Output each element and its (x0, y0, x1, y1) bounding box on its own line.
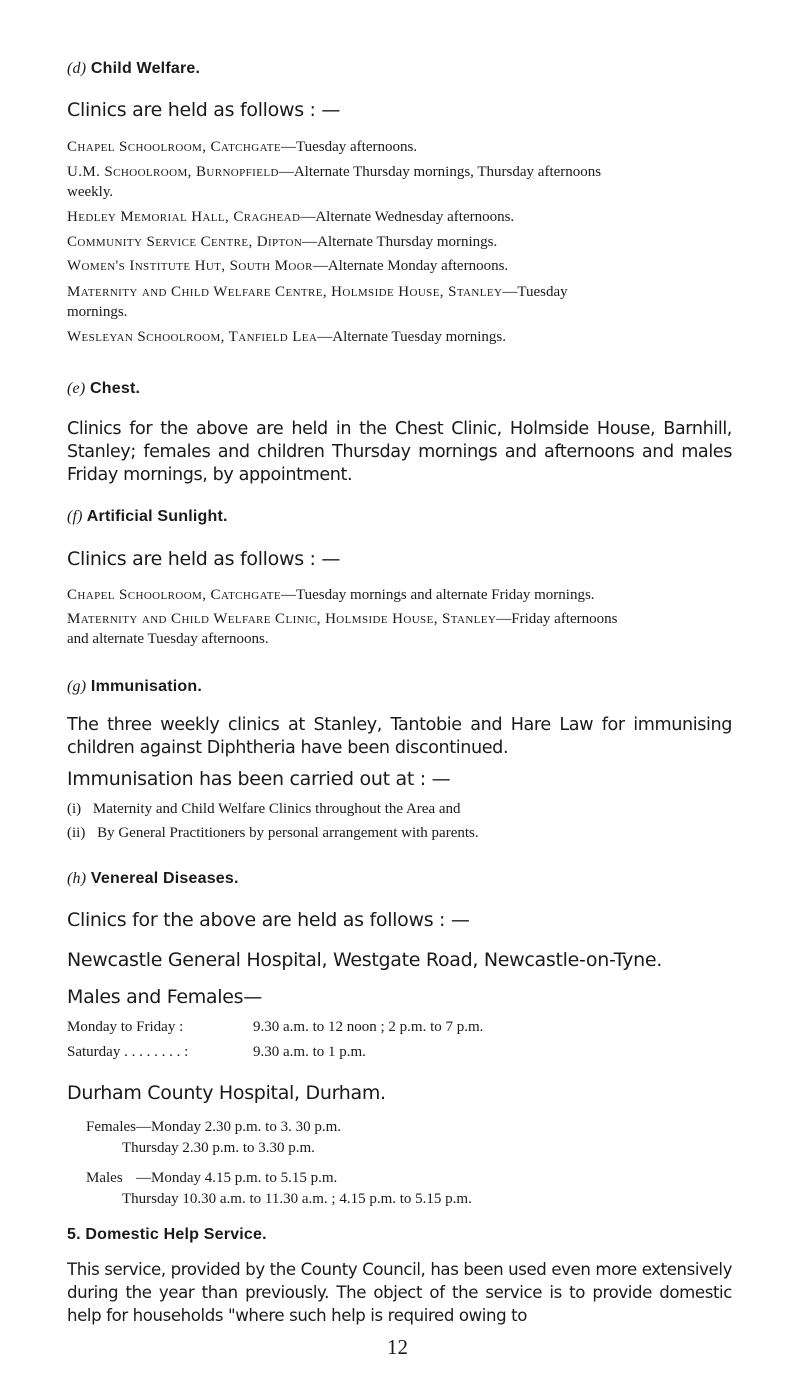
immunisation-paragraph: The three weekly clinics at Stanley, Tantobie and Hare Law for immunising children against Diphtheria have been discontinued. (67, 715, 732, 758)
hours-row (86, 1119, 341, 1136)
item-number: (i) (67, 801, 82, 817)
section-heading-chest (67, 380, 140, 398)
section-title: Child Welfare. (90, 60, 201, 77)
clinic-line (67, 329, 506, 346)
section-heading-sunlight (67, 508, 228, 526)
males-females-label: Males and Females— (67, 986, 262, 1008)
clinic-time: —Friday afternoons (496, 611, 618, 627)
clinic-time: —Tuesday mornings and alternate Friday mornings. (280, 587, 595, 603)
hours-time: 9.30 a.m. to 12 noon ; 2 p.m. to 7 p.m. (253, 1019, 484, 1035)
item-text: Maternity and Child Welfare Clinics throughout the Area and (92, 801, 461, 817)
section-title: Domestic Help Service. (85, 1226, 267, 1243)
clinic-line (67, 139, 417, 156)
hours-row (86, 1170, 337, 1187)
clinic-line (67, 611, 617, 628)
clinic-place: Wesleyan Schoolroom, Tanfield Lea (67, 329, 318, 345)
section-heading-domestic-help (67, 1226, 267, 1244)
item-text: By General Practitioners by personal arrangement with parents. (97, 825, 479, 841)
clinic-line-cont: and alternate Tuesday afternoons. (67, 631, 269, 647)
clinic-place: Chapel Schoolroom, Catchgate (67, 587, 281, 603)
hospital-name: Durham County Hospital, Durham. (67, 1082, 386, 1104)
page-number: 12 (387, 1335, 408, 1359)
chest-paragraph: Clinics for the above are held in the Chest Clinic, Holmside House, Barnhill, Stanley; females and children Thursday mornings and afternoons and males Friday mornings, by appointment. (67, 419, 732, 485)
section-heading-child-welfare (67, 60, 200, 78)
clinic-line-cont: weekly. (67, 184, 114, 200)
clinic-place: Hedley Memorial Hall, Craghead (67, 209, 301, 225)
clinic-place: Women's Institute Hut, South Moor (67, 258, 313, 274)
section-letter: (g) (67, 678, 87, 695)
hours-label: Females (86, 1119, 136, 1135)
clinic-place: Community Service Centre, Dipton (67, 234, 303, 250)
hours-row (67, 1044, 366, 1061)
clinic-time: —Alternate Wednesday afternoons. (300, 209, 515, 225)
immunisation-item (67, 801, 461, 818)
hours-row (67, 1019, 483, 1036)
clinic-line (67, 587, 595, 604)
section-letter: (e) (67, 380, 86, 397)
section-number: 5. (67, 1226, 81, 1243)
immunisation-intro: Immunisation has been carried out at : — (67, 768, 451, 790)
section-heading-venereal (67, 870, 239, 888)
clinic-time: —Alternate Thursday mornings. (302, 234, 498, 250)
clinic-place: Maternity and Child Welfare Centre, Holmside House, Stanley (67, 284, 503, 300)
hours-time: —Monday 2.30 p.m. to 3. 30 p.m. (136, 1119, 341, 1135)
immunisation-item (67, 825, 479, 842)
clinic-time: —Alternate Thursday mornings, Thursday afternoons (278, 164, 602, 180)
domestic-help-paragraph: This service, provided by the County Council, has been used even more extensively during the year than previously. The object of the service is to provide domestic help for households "where such help is required owing to (67, 1260, 732, 1325)
venereal-intro: Clinics for the above are held as follows : — (67, 909, 470, 931)
clinic-place: Maternity and Child Welfare Clinic, Holmside House, Stanley (67, 611, 497, 627)
clinic-line (67, 164, 601, 181)
section-title: Chest. (90, 380, 141, 397)
section-title: Venereal Diseases. (90, 870, 239, 887)
clinic-line (67, 258, 508, 275)
hours-time: 9.30 a.m. to 1 p.m. (253, 1044, 366, 1060)
clinic-place: Chapel Schoolroom, Catchgate (67, 139, 281, 155)
clinic-line-cont: mornings. (67, 304, 128, 320)
section-heading-immunisation (67, 678, 202, 696)
hours-row: Thursday 10.30 a.m. to 11.30 a.m. ; 4.15 p.m. to 5.15 p.m. (122, 1191, 472, 1207)
clinic-time: —Tuesday (502, 284, 568, 300)
hours-time: —Monday 4.15 p.m. to 5.15 p.m. (136, 1170, 338, 1186)
sunlight-intro: Clinics are held as follows : — (67, 548, 341, 570)
clinic-time: —Tuesday afternoons. (280, 139, 418, 155)
clinic-place: U.M. Schoolroom, Burnopfield (67, 164, 279, 180)
clinic-line (67, 284, 568, 301)
clinic-line (67, 209, 514, 226)
section-title: Immunisation. (90, 678, 202, 695)
section-title: Artificial Sunlight. (86, 508, 228, 525)
hours-day: Monday to Friday : (67, 1019, 184, 1035)
hours-row: Thursday 2.30 p.m. to 3.30 p.m. (122, 1140, 315, 1156)
child-welfare-intro: Clinics are held as follows : — (67, 99, 341, 121)
hours-label: Males (86, 1170, 123, 1186)
section-letter: (f) (67, 508, 83, 525)
section-letter: (d) (67, 60, 87, 77)
hours-day: Saturday . . . . . . . . : (67, 1044, 189, 1060)
hospital-name: Newcastle General Hospital, Westgate Road, Newcastle-on-Tyne. (67, 949, 662, 971)
item-number: (ii) (67, 825, 86, 841)
section-letter: (h) (67, 870, 87, 887)
clinic-line (67, 234, 497, 251)
clinic-time: —Alternate Tuesday mornings. (317, 329, 506, 345)
clinic-time: —Alternate Monday afternoons. (312, 258, 509, 274)
